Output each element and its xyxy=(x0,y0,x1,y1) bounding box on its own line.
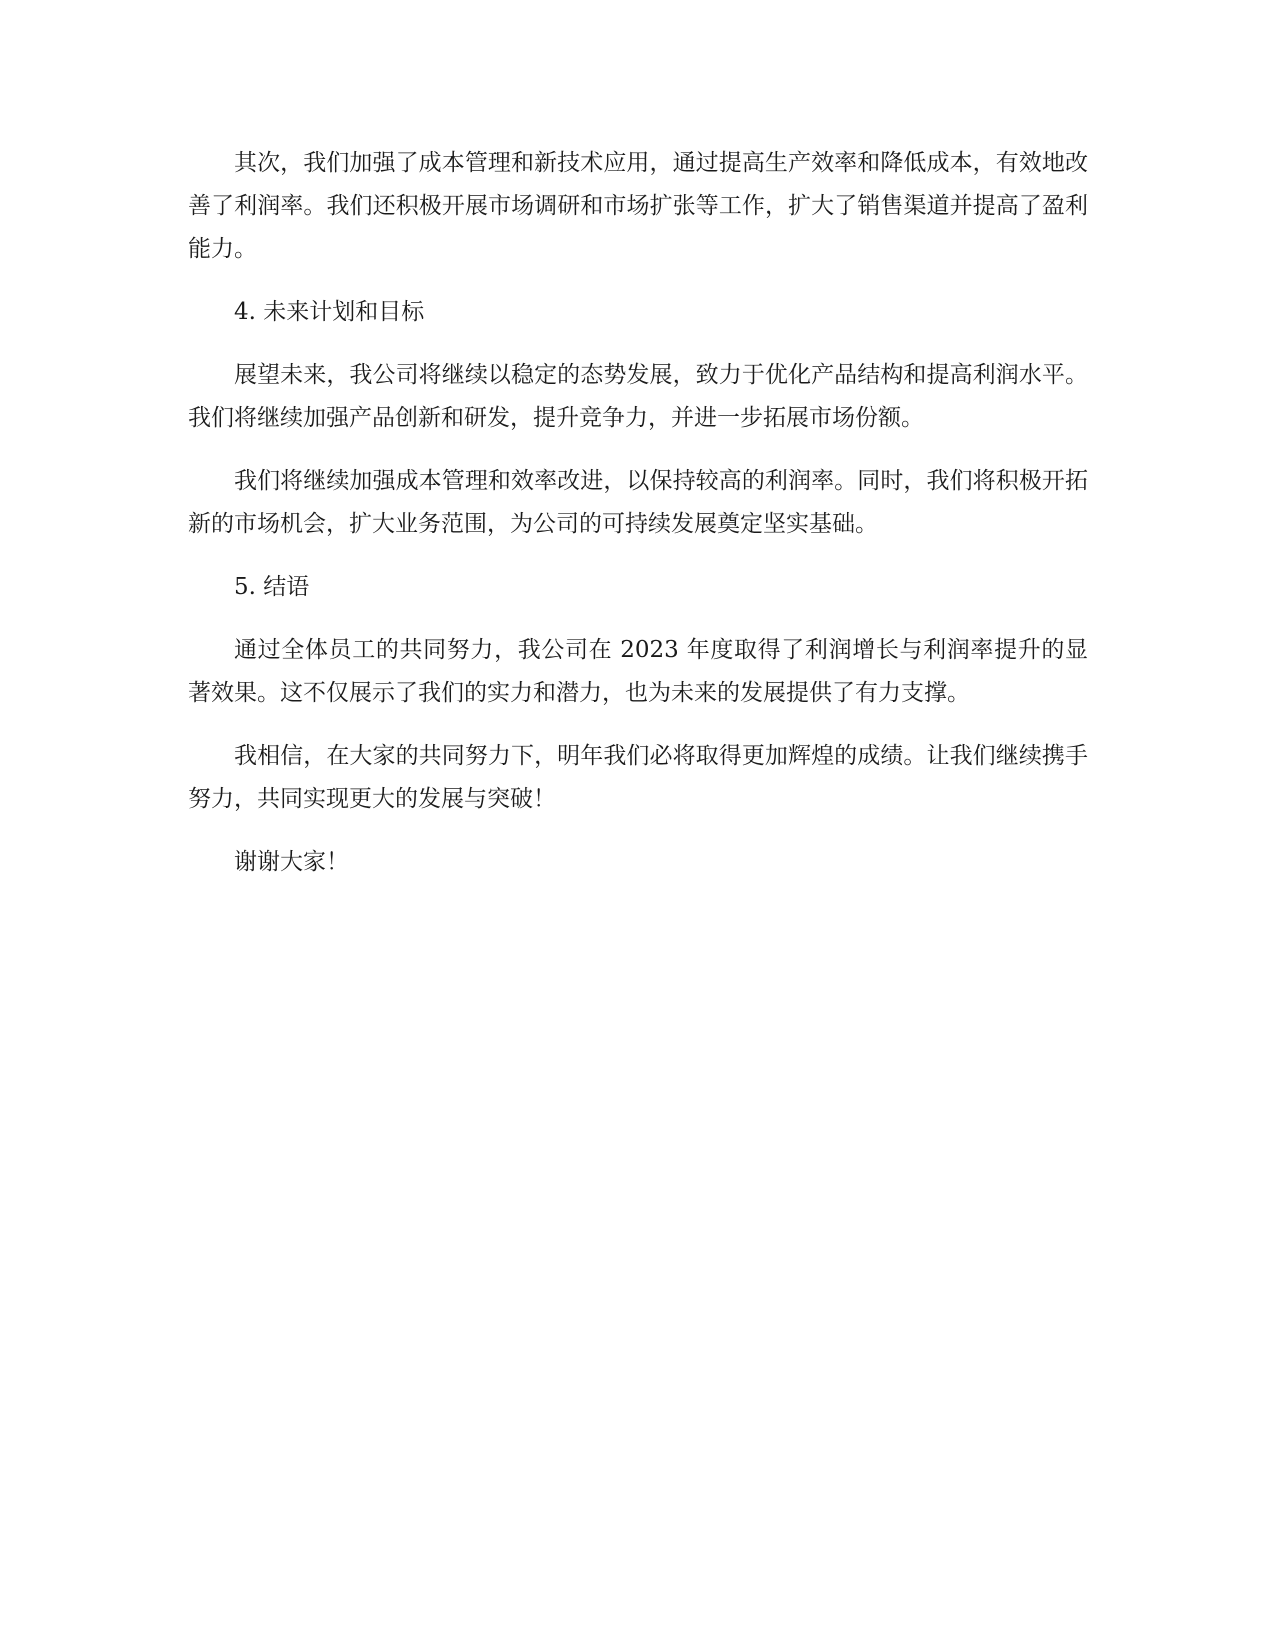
paragraph-encouragement: 我相信，在大家的共同努力下，明年我们必将取得更加辉煌的成绩。让我们继续携手努力，共同实现更大的发展与突破！ xyxy=(188,743,1088,812)
paragraph-outlook: 展望未来，我公司将继续以稳定的态势发展，致力于优化产品结构和提高利润水平。我们将继续加强产品创新和研发，提升竞争力，并进一步拓展市场份额。 xyxy=(188,362,1088,431)
paragraph-thanks: 谢谢大家！ xyxy=(234,849,349,875)
section-heading-conclusion: 5. 结语 xyxy=(234,574,310,600)
paragraph-efficiency: 我们将继续加强成本管理和效率改进，以保持较高的利润率。同时，我们将积极开拓新的市场机会，扩大业务范围，为公司的可持续发展奠定坚实基础。 xyxy=(188,468,1088,537)
document-body xyxy=(188,142,1088,904)
paragraph-achievements: 通过全体员工的共同努力，我公司在 2023 年度取得了利润增长与利润率提升的显著效果。这不仅展示了我们的实力和潜力，也为未来的发展提供了有力支撑。 xyxy=(188,637,1088,706)
section-heading-future-plans: 4. 未来计划和目标 xyxy=(234,299,425,325)
paragraph-cost-management: 其次，我们加强了成本管理和新技术应用，通过提高生产效率和降低成本，有效地改善了利润率。我们还积极开展市场调研和市场扩张等工作，扩大了销售渠道并提高了盈利能力。 xyxy=(188,150,1088,262)
